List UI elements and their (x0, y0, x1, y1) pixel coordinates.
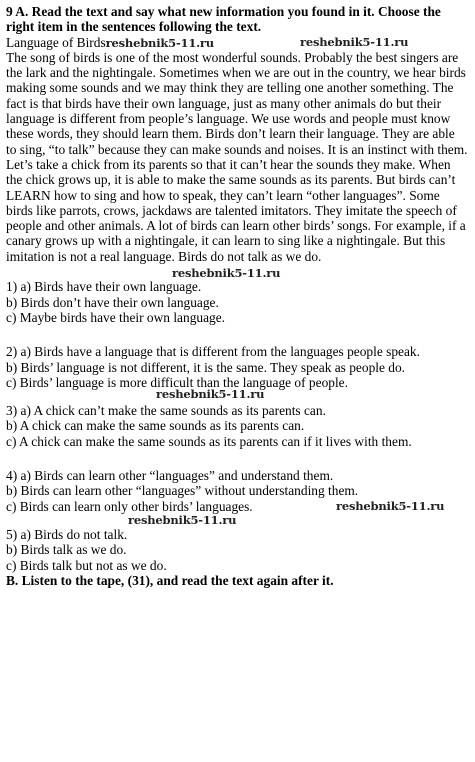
spacer (6, 449, 468, 468)
question-5-option-c: c) Birds talk but not as we do. (6, 557, 167, 573)
question-1 (6, 279, 468, 325)
watermark: reshebnik5-11.ru (105, 35, 214, 50)
question-4-option-b: b) Birds can learn other “languages” without understanding them. (6, 483, 359, 499)
question-4 (6, 468, 468, 514)
text-title: Language of Birds (6, 34, 106, 50)
question-3-option-a: 3) a) A chick can’t make the same sounds as its parents can. (6, 403, 326, 419)
question-3 (6, 403, 468, 449)
question-1-option-a: 1) a) Birds have their own language. (6, 279, 202, 295)
watermark: reshebnik5-11.ru (156, 387, 265, 402)
task-footer: B. Listen to the tape, (31), and read the text again after it. (6, 572, 334, 588)
question-4-option-a: 4) a) Birds can learn other “languages” and understand them. (6, 468, 334, 484)
question-2-option-b: b) Birds’ language is not different, it is the same. They speak as people do. (6, 359, 406, 375)
question-5 (6, 527, 468, 573)
watermark-line (6, 264, 468, 279)
question-5-option-a: 5) a) Birds do not talk. (6, 526, 128, 542)
question-4-option-c: c) Birds can learn only other birds’ languages. (6, 498, 253, 514)
question-3-option-c: c) A chick can make the same sounds as its parents can if it lives with them. (6, 433, 412, 449)
watermark-line (6, 514, 468, 527)
watermark-line (6, 387, 468, 403)
question-1-option-c: c) Maybe birds have their own language. (6, 309, 226, 325)
text-body: The song of birds is one of the most wonderful sounds. Probably the best singers are the lark and the nightingale. Sometimes when we are out in the country, we hear birds making some sounds and we may think they are telling one another something. The fact is that birds have their own language, just as many other animals do but their language is different from people’s language. We use words and people must know these words, they should learn them. Birds don’t learn their language. They are able to sing, “to talk” because they can make sounds and noises. It is an instinct with them. Let’s take a chick from its parents so that it can’t hear the sounds they make. When the chick grows up, it is able to make the same sounds as its parents. But birds can’t LEARN how to sing and how to speak, they can’t learn “other languages”. Some birds like parrots, crows, jackdaws are talented imitators. They imitate the speech of people and other animals. A lot of birds can learn other birds’ songs. For example, if a canary grows up with a nightingale, it can learn to sing like a nightingale. But this imitation is not a real language. Birds do not talk as we do. (6, 49, 468, 264)
question-2 (6, 344, 468, 390)
question-4-option-c-line (6, 499, 468, 514)
text-title-line (6, 35, 468, 50)
exercise-page (6, 4, 468, 588)
watermark: reshebnik5-11.ru (300, 34, 409, 49)
watermark: reshebnik5-11.ru (172, 266, 281, 281)
question-5-option-b: b) Birds talk as we do. (6, 542, 127, 558)
question-2-option-c: c) Birds’ language is more difficult than the language of people. (6, 374, 348, 390)
watermark: reshebnik5-11.ru (128, 512, 237, 527)
watermark: reshebnik5-11.ru (336, 498, 445, 513)
task-header: 9 A. Read the text and say what new information you found in it. Choose the right item in the sentences following the text. (6, 4, 441, 35)
spacer (6, 325, 468, 344)
question-3-option-b: b) A chick can make the same sounds as its parents can. (6, 418, 305, 434)
question-2-option-a: 2) a) Birds have a language that is different from the languages people speak. (6, 344, 420, 360)
question-1-option-b: b) Birds don’t have their own language. (6, 294, 219, 310)
